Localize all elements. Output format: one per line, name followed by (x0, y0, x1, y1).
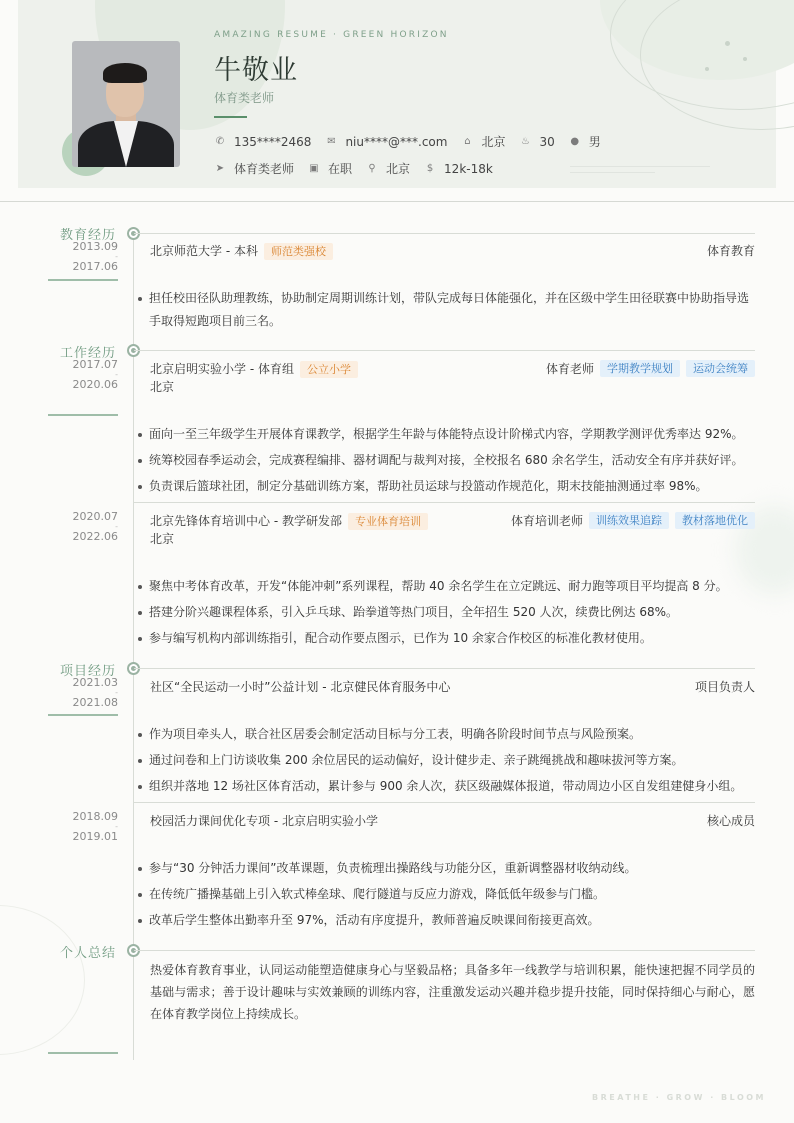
mail-icon: ✉ (327, 135, 336, 147)
candidate-title: 体育类老师 (214, 91, 275, 105)
list-item: 通过问卷和上门访谈收集 200 余位居民的运动偏好，设计健步走、亲子跳绳挑战和趣味拔河等方案。 (138, 749, 758, 772)
section-underline (48, 279, 118, 281)
age-value: 30 (539, 134, 555, 149)
cake-icon: ♨ (520, 135, 530, 147)
list-item: 聚焦中考体育改革，开发“体能冲刺”系列课程，帮助 40 余名学生在立定跳远、耐力跑等项目平均提高 8 分。 (138, 575, 758, 598)
decor-dot (705, 67, 709, 71)
footer-watermark: BREATHE · GROW · BLOOM (592, 1093, 766, 1102)
list-item: 担任校田径队助理教练，协助制定周期训练计划，带队完成每日体能强化，并在区级中学生田径联赛中协助指导选手取得短跑项目前三名。 (138, 287, 758, 333)
section-underline (48, 1052, 118, 1054)
salary-value: 12k-18k (444, 161, 493, 176)
project-role: 项目负责人 (694, 680, 755, 694)
decor-line (570, 172, 655, 173)
work-tag: 公立小学 (300, 361, 358, 378)
target-item (214, 160, 294, 177)
section-rule (134, 350, 755, 351)
work-dates-0: 2017.07 - 2020.06 (72, 358, 118, 391)
header-divider (0, 201, 794, 202)
decor-dot (725, 41, 730, 46)
project-name: 校园活力课间优化专项 - 北京启明实验小学 (150, 814, 378, 828)
section-title-summary: 个人总结 (59, 946, 116, 961)
skill-tag: 运动会统筹 (686, 360, 755, 377)
education-dates: 2013.09 - 2017.06 (72, 240, 118, 273)
project-name: 社区“全民运动一小时”公益计划 - 北京健民体育服务中心 (150, 680, 451, 694)
phone-icon: ✆ (215, 135, 225, 147)
contact-row (214, 133, 615, 150)
city-item (461, 133, 505, 150)
resume-header (0, 0, 794, 202)
project-dates-1: 2018.09 - 2019.01 (72, 810, 118, 843)
education-tag: 师范类强校 (264, 243, 333, 260)
list-item: 参与编写机构内部训练指引，配合动作要点图示，已作为 10 余家合作校区的标准化教材使用。 (138, 627, 758, 650)
status-item (308, 160, 352, 177)
work-org-1 (150, 512, 428, 530)
gender-icon: ● (570, 135, 580, 147)
project-role: 核心成员 (706, 814, 755, 828)
list-item: 面向一至三年级学生开展体育课教学，根据学生年龄与体能特点设计阶梯式内容，学期教学测评优秀率达 92%。 (138, 423, 758, 446)
decor-dot (743, 57, 747, 61)
list-item: 参与“30 分钟活力课间”改革课题，负责梳理出操路线与功能分区，重新调整器材收纳动线。 (138, 857, 758, 880)
email-item (325, 135, 447, 149)
title-accent-bar (214, 116, 247, 118)
work-org-0 (150, 360, 358, 378)
section-rule (134, 950, 755, 951)
entry-rule (134, 502, 755, 503)
home-icon: ⌂ (464, 135, 471, 147)
project-dates-0: 2021.03 - 2021.08 (72, 676, 118, 709)
pin-icon: ⚲ (368, 162, 376, 174)
status-value: 在职 (328, 162, 353, 176)
education-major: 体育教育 (706, 244, 755, 258)
list-item: 作为项目牵头人，联合社区居委会制定活动目标与分工表，明确各阶段时间节点与风险预案。 (138, 723, 758, 746)
briefcase-icon: ▣ (309, 162, 319, 174)
work-location: 北京 (150, 532, 175, 546)
work-role: 体育老师 (545, 362, 594, 376)
gender-item (569, 133, 601, 150)
work-company: 北京启明实验小学 - 体育组 (150, 362, 294, 376)
decor-circle (0, 905, 85, 1055)
section-underline (48, 714, 118, 716)
project-role-wrap-0 (695, 678, 755, 695)
list-item: 改革后学生整体出勤率升至 97%，活动有序度提升，教师普遍反映课间衔接更高效。 (138, 909, 758, 932)
education-school: 北京师范大学 - 本科 (150, 244, 258, 258)
location-item (366, 160, 410, 177)
section-rule (134, 668, 755, 669)
work-role-wrap-0 (546, 360, 755, 377)
work-location: 北京 (150, 380, 175, 394)
section-title-education: 教育经历 (59, 228, 116, 243)
header-tagline: AMAZING RESUME · GREEN HORIZON (214, 30, 449, 40)
target-value: 体育类老师 (234, 162, 295, 176)
skill-tag: 教材落地优化 (675, 512, 755, 529)
summary-text: 热爱体育教育事业，认同运动能塑造健康身心与坚毅品格；具备多年一线教学与培训积累，能快速把握不同学员的基础与需求；善于设计趣味与实效兼顾的训练内容，注重激发运动兴趣并稳步提升技能，同时保持细心与耐心，愿在体育教学岗位上持续成长。 (150, 963, 755, 1021)
list-item: 在传统广播操基础上引入软式棒垒球、爬行隧道与反应力游戏，降低低年级参与门槛。 (138, 883, 758, 906)
work-role: 体育培训老师 (510, 514, 583, 528)
work-dates-1: 2020.07 - 2022.06 (72, 510, 118, 543)
work-tag: 专业体育培训 (348, 513, 428, 530)
section-underline (48, 414, 118, 416)
phone-value: 135****2468 (234, 134, 312, 149)
skill-tag: 训练效果追踪 (589, 512, 669, 529)
list-item: 负责课后篮球社团，制定分基础训练方案，帮助社员运球与投篮动作规范化，期末技能抽测通过率 98%。 (138, 475, 758, 498)
decor-line (570, 166, 710, 167)
skill-tag: 学期教学规划 (600, 360, 680, 377)
list-item: 统筹校园春季运动会，完成赛程编排、器材调配与裁判对接，全校报名 680 余名学生，活动安全有序并获好评。 (138, 449, 758, 472)
list-item: 组织并落地 12 场社区体育活动，累计参与 900 余人次，获区级融媒体报道，带动周边小区自发组建健身小组。 (138, 775, 758, 798)
work-company: 北京先锋体育培训中心 - 教学研发部 (150, 514, 342, 528)
list-item: 搭建分阶兴趣课程体系，引入乒乓球、跆拳道等热门项目，全年招生 520 人次，续费比例达 68%。 (138, 601, 758, 624)
section-title-projects: 项目经历 (59, 664, 116, 679)
salary-item (424, 162, 493, 176)
location-value: 北京 (386, 162, 411, 176)
section-rule (134, 233, 755, 234)
city-value: 北京 (481, 135, 506, 149)
education-org (150, 242, 333, 260)
age-item (519, 135, 554, 149)
entry-rule (134, 802, 755, 803)
coin-icon: $ (426, 162, 434, 174)
education-major-wrap (707, 242, 755, 259)
avatar (72, 41, 180, 167)
gender-value: 男 (588, 135, 601, 149)
section-title-work: 工作经历 (59, 346, 116, 361)
work-role-wrap-1 (511, 512, 755, 529)
project-role-wrap-1 (707, 812, 755, 829)
send-icon: ➤ (215, 162, 225, 174)
email-value: niu****@***.com (345, 134, 448, 149)
job-intent-row (214, 160, 507, 177)
candidate-name: 牛敬业 (214, 55, 298, 86)
phone-item (214, 135, 311, 149)
